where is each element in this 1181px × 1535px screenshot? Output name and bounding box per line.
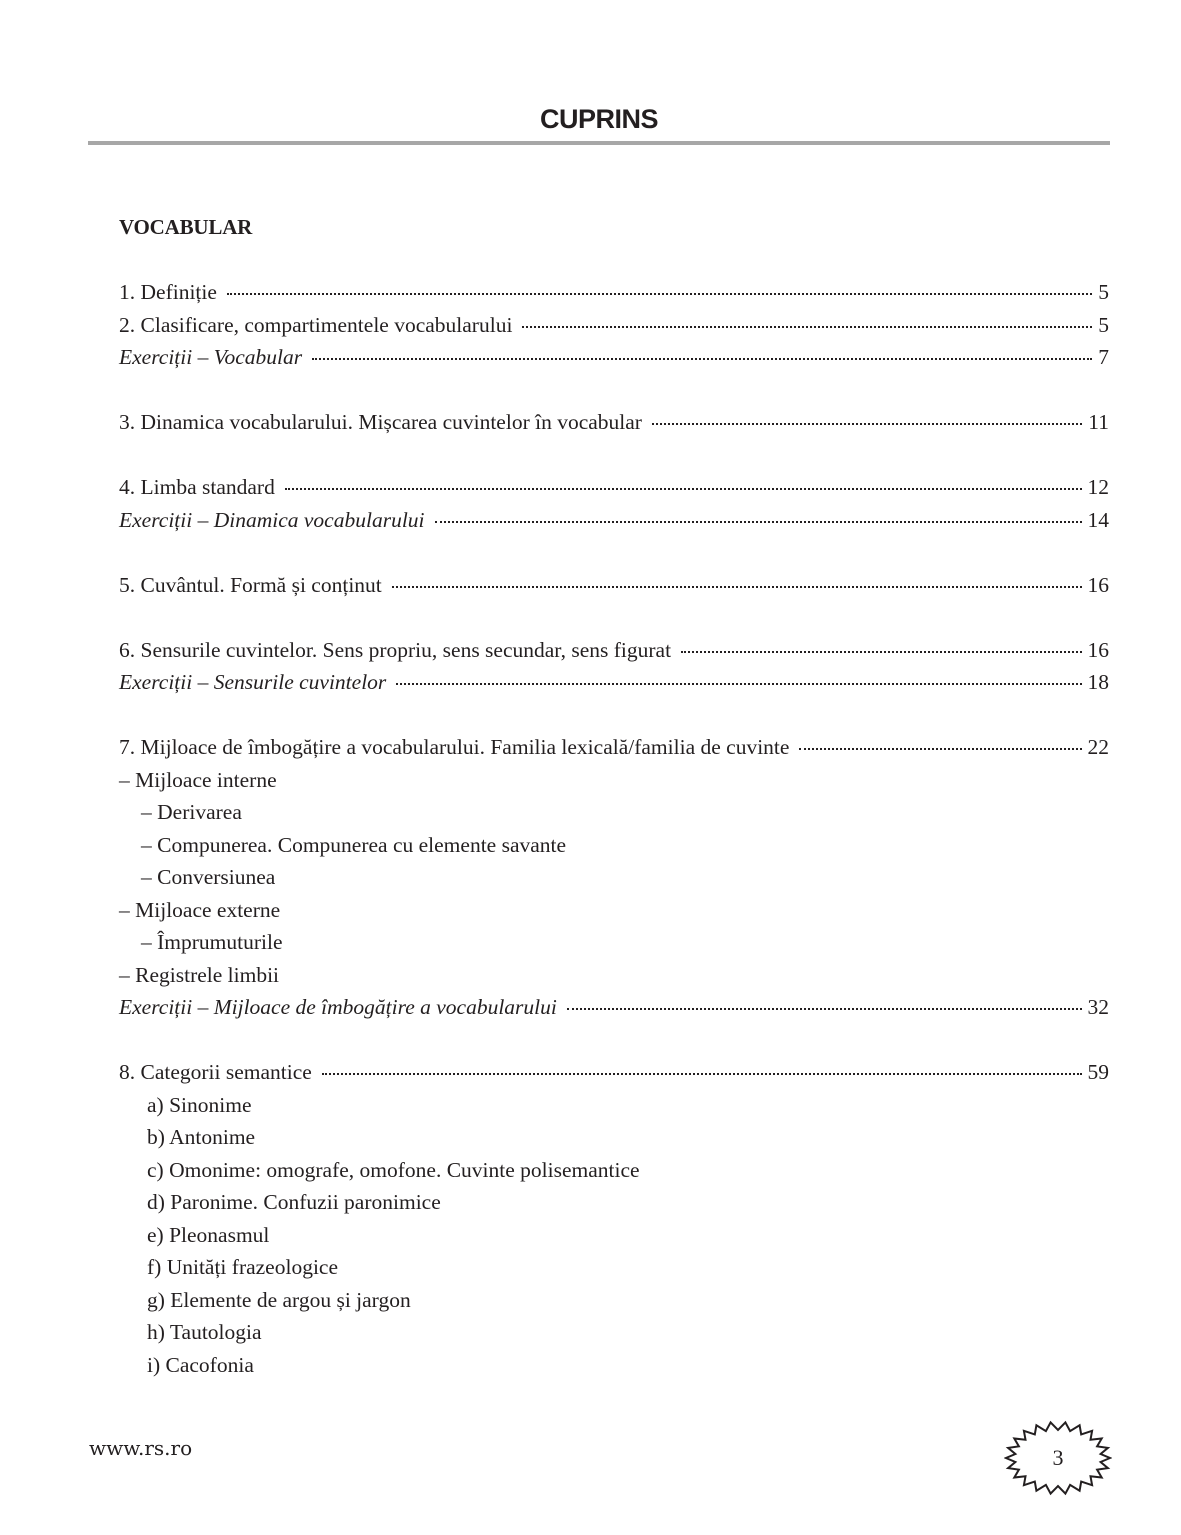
toc-entry-label: – Registrele limbii [119, 962, 280, 987]
toc-subentry [119, 1186, 1109, 1219]
toc-entry[interactable] [119, 309, 1109, 342]
toc-entry-page-number: 12 [1087, 475, 1109, 499]
toc-entry-label: 4. Limba standard [119, 475, 275, 499]
dot-leader [522, 325, 1092, 328]
toc-entry-label: 1. Definiție [119, 280, 217, 304]
section-heading: VOCABULAR [119, 215, 253, 239]
toc-entry-page-number: 18 [1087, 670, 1109, 694]
page-title: CUPRINS [539, 104, 658, 134]
toc-entry-page-number: 11 [1088, 410, 1109, 434]
toc-subentry [119, 926, 1109, 959]
toc-entry[interactable] [119, 406, 1109, 439]
toc-entry-label: 8. Categorii semantice [119, 1060, 312, 1084]
footer-website-link[interactable]: www.rs.ro [89, 1436, 193, 1460]
dot-leader [285, 487, 1082, 490]
toc-entry-label: – Compunerea. Compunerea cu elemente savante [141, 832, 567, 857]
toc-entry-page-number: 5 [1098, 280, 1109, 304]
toc-subentry [119, 1154, 1109, 1187]
toc-entry-page-number: 16 [1087, 637, 1109, 662]
toc-entry-page-number: 7 [1098, 345, 1109, 369]
toc-entry-label: 5. Cuvântul. Formă și conținut [119, 572, 382, 597]
toc-subentry [119, 1219, 1109, 1252]
toc-entry-page-number: 22 [1087, 735, 1109, 759]
toc-entry[interactable] [119, 666, 1109, 699]
dot-leader [392, 585, 1082, 588]
toc-entry-label: 3. Dinamica vocabularului. Mișcarea cuvintelor în vocabular [119, 410, 642, 434]
toc-entry-label: d) Paronime. Confuzii paronimice [147, 1190, 441, 1214]
table-of-contents [119, 276, 1109, 1381]
toc-entry[interactable] [119, 276, 1109, 309]
dot-leader [435, 520, 1082, 523]
dot-leader [681, 650, 1081, 653]
toc-entry-label: Exerciții – Dinamica vocabularului [119, 507, 425, 532]
toc-entry[interactable] [119, 991, 1109, 1024]
page-number-badge [1004, 1420, 1112, 1496]
toc-subentry [119, 829, 1109, 862]
dot-leader [396, 682, 1081, 685]
toc-entry-page-number: 16 [1087, 572, 1109, 597]
toc-entry-label: Exerciții – Mijloace de îmbogățire a vocabularului [119, 995, 557, 1019]
toc-subentry [119, 1349, 1109, 1382]
toc-entry-page-number: 14 [1087, 507, 1109, 532]
toc-entry[interactable] [119, 471, 1109, 504]
toc-subentry [119, 1251, 1109, 1284]
toc-entry[interactable] [119, 1056, 1109, 1089]
toc-entry-page-number: 5 [1098, 312, 1109, 337]
page-number: 3 [1052, 1445, 1064, 1470]
toc-entry-label: – Împrumuturile [141, 930, 283, 954]
toc-entry[interactable] [119, 341, 1109, 374]
toc-subentry [119, 1089, 1109, 1122]
toc-entry[interactable] [119, 569, 1109, 602]
dot-leader [322, 1072, 1082, 1075]
toc-entry-label: 2. Clasificare, compartimentele vocabularului [119, 312, 513, 337]
toc-entry-page-number: 32 [1087, 995, 1109, 1019]
toc-entry-label: – Conversiunea [141, 865, 276, 889]
toc-entry-label: i) Cacofonia [147, 1352, 254, 1377]
title-divider [88, 141, 1110, 145]
toc-entry[interactable] [119, 504, 1109, 537]
toc-entry-label: Exerciții – Sensurile cuvintelor [119, 670, 387, 694]
toc-subentry [119, 1284, 1109, 1317]
toc-entry-label: 7. Mijloace de îmbogățire a vocabularului. Familia lexicală/familia de cuvinte [119, 735, 790, 759]
toc-entry-label: h) Tautologia [147, 1320, 262, 1344]
toc-entry-label: c) Omonime: omografe, omofone. Cuvinte polisemantice [147, 1157, 640, 1182]
toc-entry-label: Exerciții – Vocabular [119, 345, 303, 369]
toc-subentry [119, 764, 1109, 797]
toc-subentry [119, 861, 1109, 894]
toc-entry[interactable] [119, 731, 1109, 764]
toc-entry-label: – Derivarea [141, 800, 242, 824]
dot-leader [567, 1007, 1082, 1010]
toc-entry-label: f) Unități frazeologice [147, 1255, 339, 1279]
dot-leader [652, 422, 1082, 425]
toc-subentry [119, 1316, 1109, 1349]
toc-subentry [119, 894, 1109, 927]
dot-leader [312, 357, 1092, 360]
toc-entry-label: a) Sinonime [147, 1092, 252, 1117]
dot-leader [227, 292, 1092, 295]
toc-entry-label: e) Pleonasmul [147, 1222, 270, 1247]
toc-entry-label: – Mijloace externe [119, 897, 281, 922]
toc-subentry [119, 1121, 1109, 1154]
toc-entry[interactable] [119, 634, 1109, 667]
toc-entry-label: 6. Sensurile cuvintelor. Sens propriu, sens secundar, sens figurat [119, 637, 672, 662]
toc-entry-label: g) Elemente de argou și jargon [147, 1287, 411, 1312]
toc-entry-label: b) Antonime [147, 1125, 256, 1149]
toc-entry-label: – Mijloace interne [119, 767, 277, 792]
toc-subentry [119, 959, 1109, 992]
toc-entry-page-number: 59 [1087, 1060, 1109, 1084]
dot-leader [799, 747, 1081, 750]
toc-subentry [119, 796, 1109, 829]
